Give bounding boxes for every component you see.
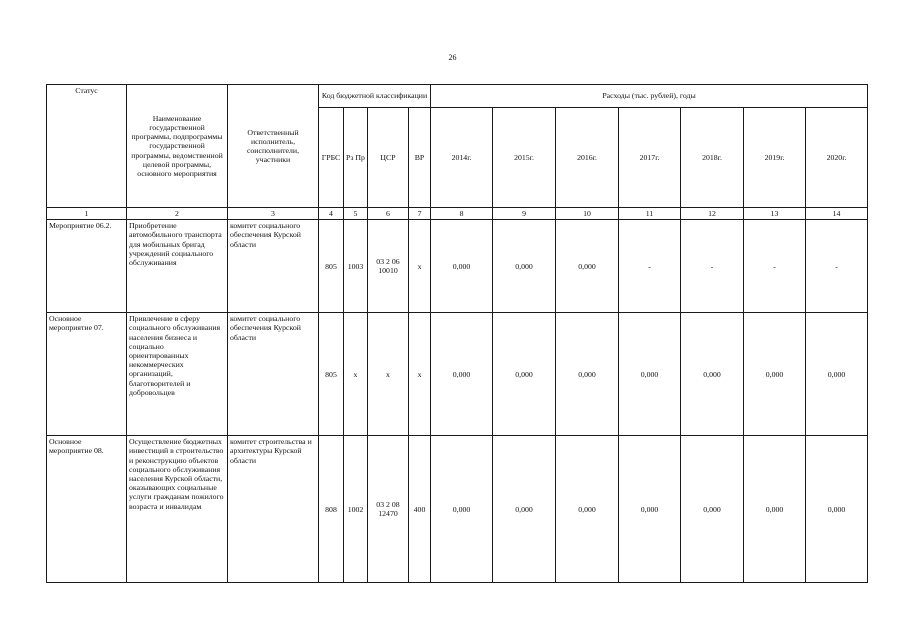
row-status: Мероприятие 06.2. (47, 220, 127, 313)
column-number: 11 (619, 208, 681, 220)
row-value: 0,000 (431, 313, 493, 436)
column-number: 5 (344, 208, 368, 220)
column-number: 6 (368, 208, 409, 220)
column-number: 3 (228, 208, 319, 220)
row-csr: 03 2 08 12470 (368, 436, 409, 583)
row-status: Основное мероприятие 07. (47, 313, 127, 436)
header-csr: ЦСР (368, 108, 409, 208)
row-rzpr: 1002 (344, 436, 368, 583)
header-expenses: Расходы (тыс. рублей), годы (431, 85, 868, 108)
column-number: 2 (127, 208, 228, 220)
column-number: 4 (319, 208, 344, 220)
header-year: 2018г. (681, 108, 744, 208)
column-number: 14 (806, 208, 868, 220)
row-value: 0,000 (806, 436, 868, 583)
header-year: 2017г. (619, 108, 681, 208)
header-vr: ВР (409, 108, 431, 208)
header-budget-code: Код бюджетной классификации (319, 85, 431, 108)
row-value: 0,000 (806, 313, 868, 436)
row-executor: комитет социального обеспечения Курской области (228, 313, 319, 436)
row-value: 0,000 (556, 436, 619, 583)
row-value: 0,000 (619, 313, 681, 436)
header-executor: Ответственный исполнитель, соисполнители, участники (228, 85, 319, 208)
row-rzpr: х (344, 313, 368, 436)
header-year: 2020г. (806, 108, 868, 208)
row-csr: 03 2 06 10010 (368, 220, 409, 313)
row-grbs: 805 (319, 313, 344, 436)
table-row (47, 220, 868, 313)
row-value: 0,000 (556, 220, 619, 313)
row-value: 0,000 (493, 220, 556, 313)
row-value: 0,000 (744, 436, 806, 583)
row-program-name: Осуществление бюджетных инвестиций в строительство и реконструкцию объектов социального обслуживания населения Курской области, оказывающих социальные услуги гражданам пожилого возраста и инвалидам (127, 436, 228, 583)
row-value: 0,000 (431, 436, 493, 583)
budget-table (46, 84, 868, 583)
header-year: 2016г. (556, 108, 619, 208)
row-value: 0,000 (619, 436, 681, 583)
header-year: 2019г. (744, 108, 806, 208)
header-year: 2015г. (493, 108, 556, 208)
column-number: 12 (681, 208, 744, 220)
column-number: 1 (47, 208, 127, 220)
row-grbs: 805 (319, 220, 344, 313)
row-value: 0,000 (493, 436, 556, 583)
column-number: 8 (431, 208, 493, 220)
column-number-row (47, 208, 868, 220)
row-value: 0,000 (681, 436, 744, 583)
header-program-name: Наименование государственной программы, подпрограммы государственной программы, ведомственной целевой программы, основного мероприятия (127, 85, 228, 208)
table-header-row-1 (47, 85, 868, 108)
row-csr: х (368, 313, 409, 436)
row-vr: х (409, 220, 431, 313)
header-grbs: ГРБС (319, 108, 344, 208)
row-vr: 400 (409, 436, 431, 583)
row-value: - (619, 220, 681, 313)
page-number: 26 (448, 53, 457, 62)
header-rzpr: Рз Пр (344, 108, 368, 208)
row-value: - (681, 220, 744, 313)
row-vr: х (409, 313, 431, 436)
row-executor: комитет строительства и архитектуры Курской области (228, 436, 319, 583)
row-value: - (744, 220, 806, 313)
row-grbs: 808 (319, 436, 344, 583)
row-program-name: Привлечение в сферу социального обслуживания населения бизнеса и социально ориентированных некоммерческих организаций, благотворителей и добровольцев (127, 313, 228, 436)
row-value: 0,000 (556, 313, 619, 436)
column-number: 13 (744, 208, 806, 220)
row-value: 0,000 (744, 313, 806, 436)
header-status: Статус (47, 85, 127, 208)
row-status: Основное мероприятие 08. (47, 436, 127, 583)
row-rzpr: 1003 (344, 220, 368, 313)
table-row (47, 313, 868, 436)
table-row (47, 436, 868, 583)
row-program-name: Приобретение автомобильного транспорта для мобильных бригад учреждений социального обслуживания (127, 220, 228, 313)
row-value: 0,000 (681, 313, 744, 436)
row-value: - (806, 220, 868, 313)
column-number: 7 (409, 208, 431, 220)
row-executor: комитет социального обеспечения Курской области (228, 220, 319, 313)
row-value: 0,000 (493, 313, 556, 436)
header-year: 2014г. (431, 108, 493, 208)
column-number: 10 (556, 208, 619, 220)
column-number: 9 (493, 208, 556, 220)
row-value: 0,000 (431, 220, 493, 313)
